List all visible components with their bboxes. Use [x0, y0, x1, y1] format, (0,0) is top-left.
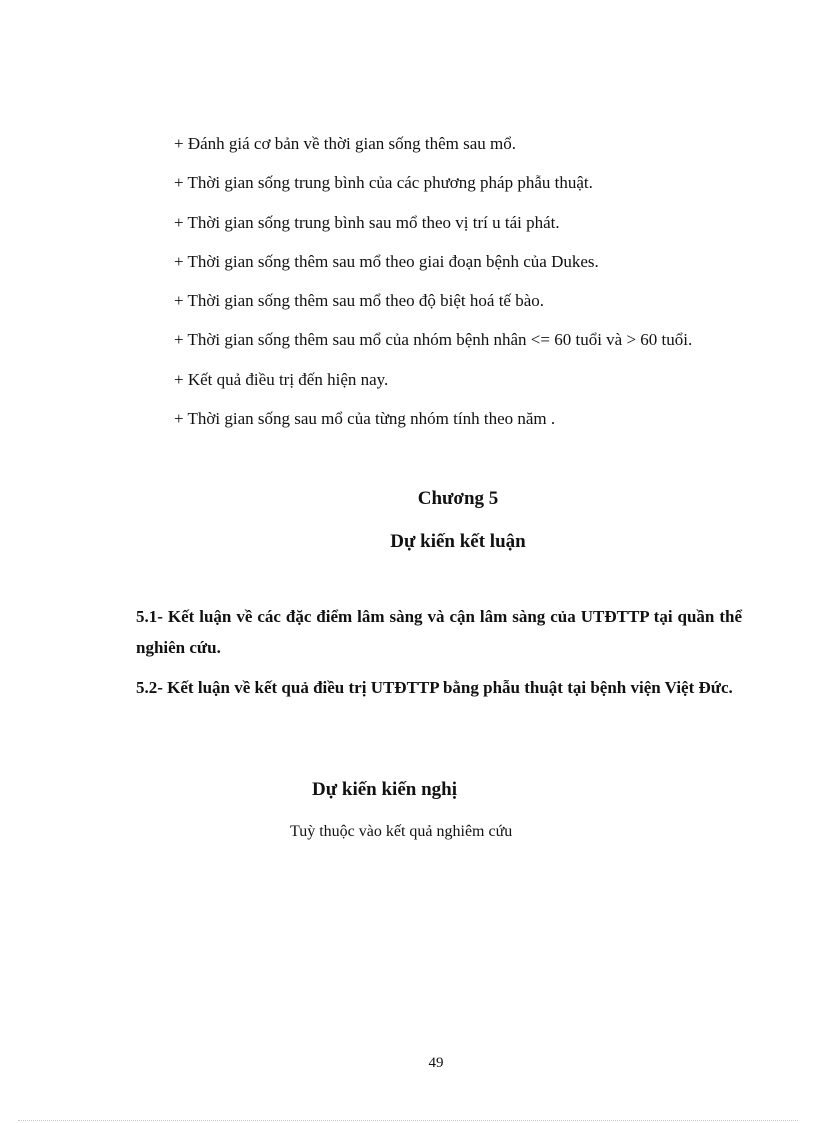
bullet-item: + Đánh giá cơ bản về thời gian sống thêm sau mổ.: [174, 134, 517, 153]
bullet-item: + Thời gian sống thêm sau mổ theo độ biệt hoá tế bào.: [174, 291, 545, 311]
chapter-title: Dự kiến kết luận: [390, 531, 526, 552]
page-bottom-divider: [18, 1120, 798, 1121]
recommendation-body: Tuỳ thuộc vào kết quả nghiêm cứu: [290, 823, 513, 840]
chapter-number: Chương 5: [417, 488, 499, 509]
result-bullet-list: [174, 131, 692, 445]
bullet-item: + Thời gian sống thêm sau mổ theo giai đoạn bệnh của Dukes.: [174, 251, 599, 271]
page-number: 49: [428, 1055, 444, 1071]
bullet-item: + Thời gian sống trung bình sau mổ theo vị trí u tái phát.: [174, 212, 560, 232]
bullet-item: + Thời gian sống trung bình của các phương pháp phẫu thuật.: [174, 173, 593, 193]
bullet-item: + Thời gian sống sau mổ của từng nhóm tính theo năm .: [174, 409, 556, 429]
bullet-item: + Kết quả điều trị đến hiện nay.: [174, 369, 389, 389]
recommendation-title: Dự kiến kiến nghị: [312, 779, 457, 800]
conclusion-section-5-1: 5.1- Kết luận về các đặc điểm lâm sàng và cận lâm sàng của UTĐTTP tại quần thể nghiên cứu.: [136, 607, 742, 657]
bullet-item: + Thời gian sống thêm sau mổ của nhóm bệnh nhân <= 60 tuổi và > 60 tuổi.: [174, 330, 693, 350]
conclusion-section-5-2: 5.2- Kết luận về kết quả điều trị UTĐTTP bằng phẫu thuật tại bệnh viện Việt Đức.: [136, 678, 733, 697]
